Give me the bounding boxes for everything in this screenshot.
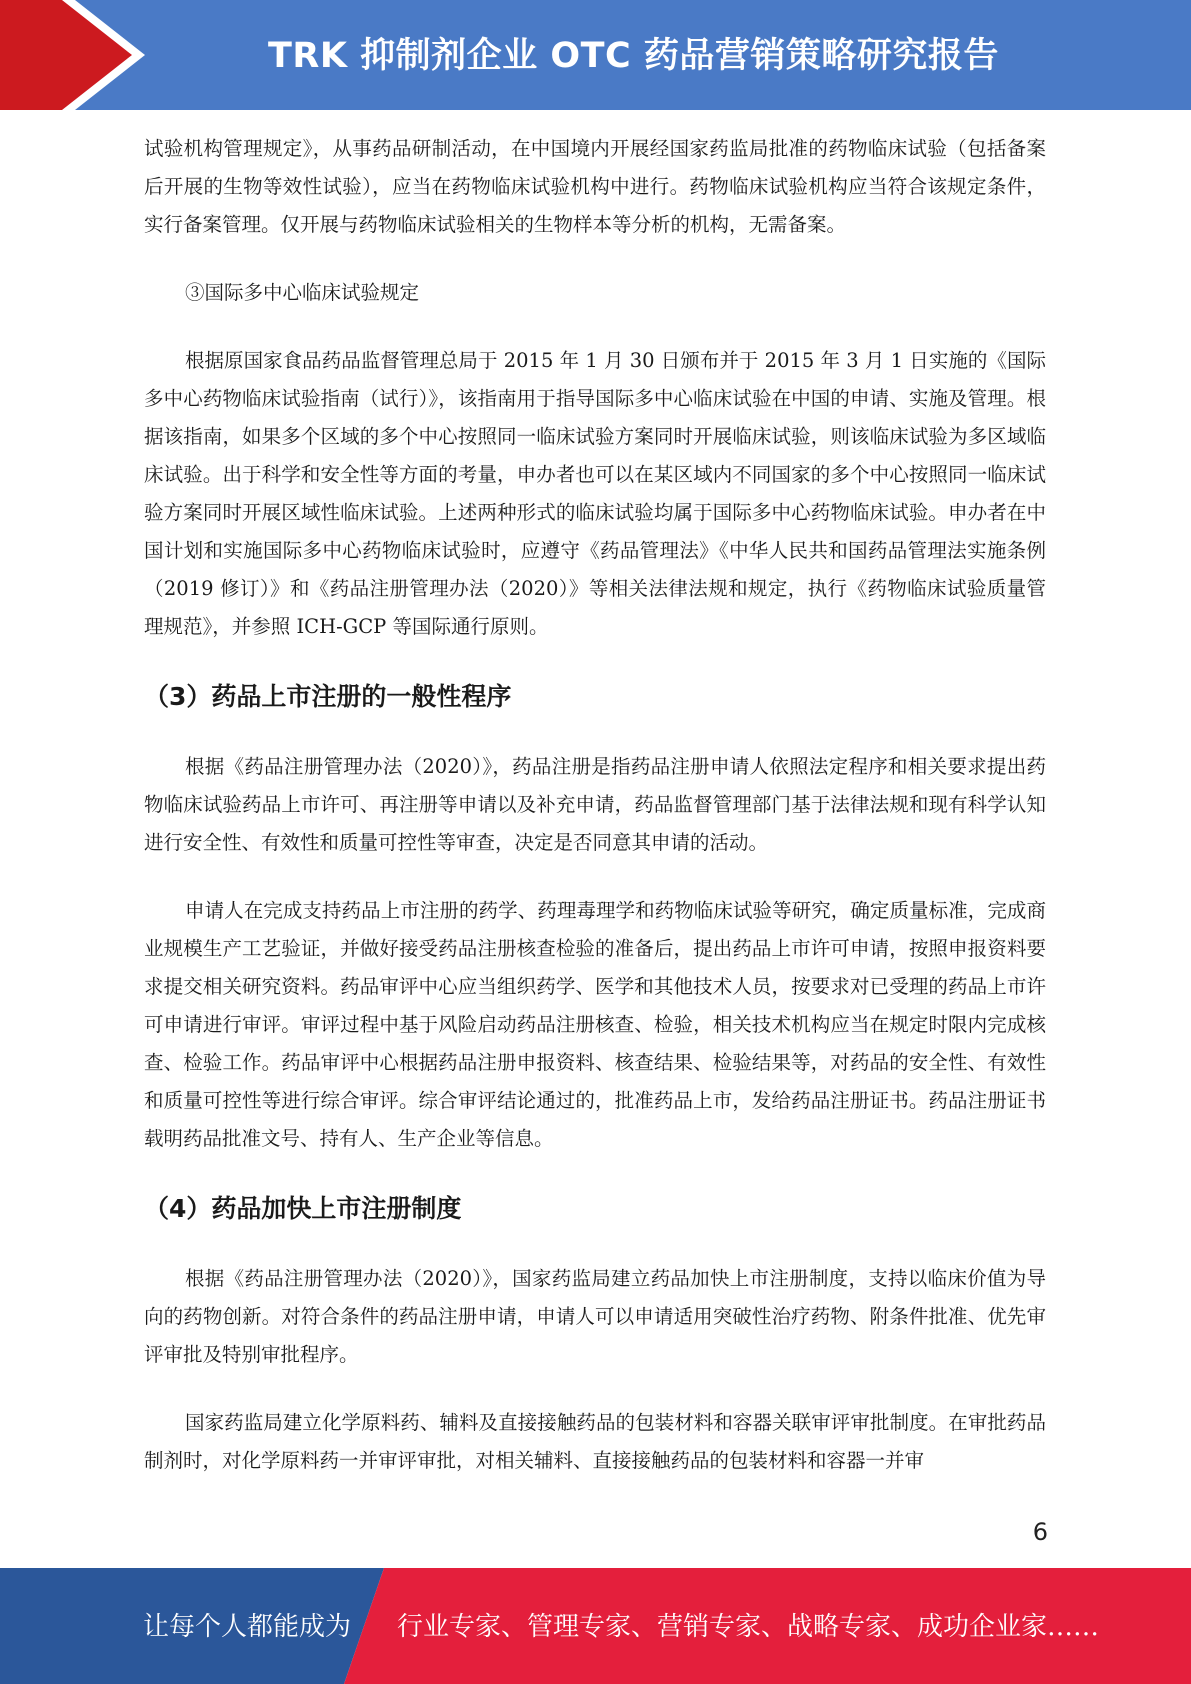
- paragraph-lab-management: 试验机构管理规定》，从事药品研制活动，在中国境内开展经国家药监局批准的药物临床试验（包括备案后开展的生物等效性试验），应当在药物临床试验机构中进行。药物临床试验机构应当符合该规定条件，实行备案管理。仅开展与药物临床试验相关的生物样本等分析的机构，无需备案。: [144, 137, 1046, 236]
- subheading-international-trials: ③国际多中心临床试验规定: [185, 281, 420, 304]
- footer-slogan-right: 行业专家、管理专家、营销专家、战略专家、成功企业家……: [397, 1612, 1100, 1642]
- paragraph-registration-definition: 根据《药品注册管理办法（2020）》，药品注册是指药品注册申请人依照法定程序和相关要求提出药物临床试验药品上市许可、再注册等申请以及补充申请，药品监督管理部门基于法律法规和现有科学认知进行安全性、有效性和质量可控性等审查，决定是否同意其申请的活动。: [144, 755, 1046, 854]
- paragraph-associated-review: 国家药监局建立化学原料药、辅料及直接接触药品的包装材料和容器关联审评审批制度。在审批药品制剂时，对化学原料药一并审评审批，对相关辅料、直接接触药品的包装材料和容器一并审: [144, 1411, 1046, 1472]
- paragraph-registration-process: 申请人在完成支持药品上市注册的药学、药理毒理学和药物临床试验等研究，确定质量标准，完成商业规模生产工艺验证，并做好接受药品注册核查检验的准备后，提出药品上市许可申请，按照申报资料要求提交相关研究资料。药品审评中心应当组织药学、医学和其他技术人员，按要求对已受理的药品上市许可申请进行审评。审评过程中基于风险启动药品注册核查、检验，相关技术机构应当在规定时限内完成核查、检验工作。药品审评中心根据药品注册申报资料、核查结果、检验结果等，对药品的安全性、有效性和质量可控性等进行综合审评。综合审评结论通过的，批准药品上市，发给药品注册证书。药品注册证书载明药品批准文号、持有人、生产企业等信息。: [144, 899, 1046, 1150]
- paragraph-accelerated-programs: 根据《药品注册管理办法（2020）》，国家药监局建立药品加快上市注册制度，支持以临床价值为导向的药物创新。对符合条件的药品注册申请，申请人可以申请适用突破性治疗药物、附条件批准、优先审评审批及特别审批程序。: [144, 1267, 1046, 1366]
- page-number: 6: [1032, 1518, 1048, 1546]
- footer-slogan-left: 让每个人都能成为: [143, 1612, 352, 1642]
- header-arrow-decoration: [0, 0, 160, 110]
- section-heading-accelerated-registration: （4）药品加快上市注册制度: [144, 1194, 462, 1223]
- page-header: [0, 0, 1191, 110]
- page-footer: [0, 1568, 1191, 1684]
- document-body: [144, 130, 1046, 1480]
- paragraph-international-trials: 根据原国家食品药品监督管理总局于 2015 年 1 月 30 日颁布并于 2015 年 3 月 1 日实施的《国际多中心药物临床试验指南（试行）》，该指南用于指导国际多中心临床试验在中国的申请、实施及管理。根据该指南，如果多个区域的多个中心按照同一临床试验方案同时开展临床试验，则该临床试验为多区域临床试验。出于科学和安全性等方面的考量，申办者也可以在某区域内不同国家的多个中心按照同一临床试验方案同时开展区域性临床试验。上述两种形式的临床试验均属于国际多中心药物临床试验。申办者在中国计划和实施国际多中心药物临床试验时，应遵守《药品管理法》《中华人民共和国药品管理法实施条例（2019 修订）》和《药品注册管理办法（2020）》等相关法律法规和规定，执行《药物临床试验质量管理规范》，并参照 ICH-GCP 等国际通行原则。: [144, 349, 1046, 638]
- section-heading-general-procedure: （3）药品上市注册的一般性程序: [144, 682, 512, 711]
- report-title: TRK 抑制剂企业 OTC 药品营销策略研究报告: [268, 36, 999, 76]
